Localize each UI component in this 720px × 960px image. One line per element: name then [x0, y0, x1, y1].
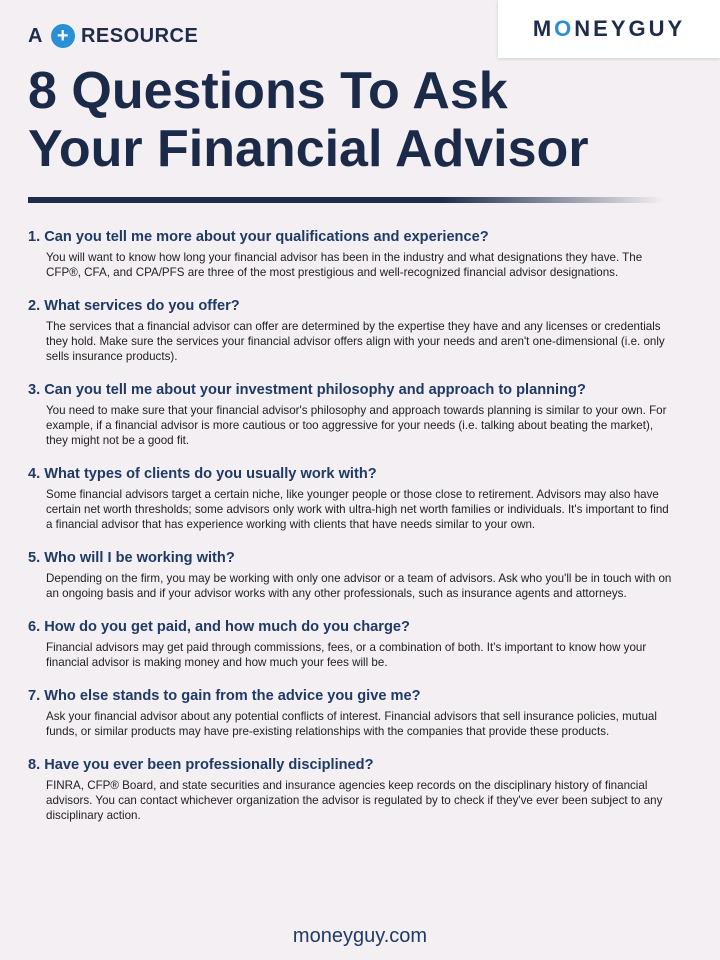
question-item — [28, 688, 678, 739]
question-body: Depending on the firm, you may be working with only one advisor or a team of advisors. Ask who you'll be in touch with on an ongoing basis and if your advisor works with any other professionals, such as insurance agents and attorneys. — [46, 572, 672, 600]
question-item — [28, 466, 678, 532]
title-line-1: 8 Questions To Ask — [28, 62, 508, 120]
question-heading: 6. How do you get paid, and how much do you charge? — [28, 619, 410, 635]
badge-prefix: A — [28, 24, 43, 47]
footer-url[interactable]: moneyguy.com — [292, 925, 428, 947]
title-line-2: Your Financial Advisor — [28, 120, 589, 178]
logo-box — [498, 0, 720, 58]
question-item — [28, 229, 678, 280]
title-divider — [28, 197, 664, 203]
question-body: Financial advisors may get paid through commissions, fees, or a combination of both. It's important to know how your financial advisor is making money and how much your fees will be. — [46, 641, 647, 669]
plus-icon: + — [51, 24, 75, 48]
question-body: Some financial advisors target a certain niche, like younger people or those close to retirement. Advisors may also have certain net worth thresholds; some advisors only work with ultra-high net worth families or individuals. It's important to find a financial advisor that has experience working with clients that have needs similar to your own. — [46, 488, 669, 531]
question-list — [28, 229, 678, 841]
page-title — [28, 62, 688, 178]
question-heading: 3. Can you tell me about your investment philosophy and approach to planning? — [28, 382, 586, 398]
question-item — [28, 298, 678, 364]
question-heading: 7. Who else stands to gain from the advice you give me? — [28, 688, 421, 704]
question-item — [28, 757, 678, 823]
moneyguy-logo: MONEYGUY — [532, 16, 686, 41]
question-heading: 4. What types of clients do you usually work with? — [28, 466, 377, 482]
question-heading: 5. Who will I be working with? — [28, 550, 235, 566]
question-item — [28, 550, 678, 601]
question-body: The services that a financial advisor can offer are determined by the expertise they have and any licenses or credentials they hold. Make sure the services your financial advisor offers align with your needs and aren't one-dimensional (i.e. only sells insurance products). — [46, 320, 665, 363]
question-body: You will want to know how long your financial advisor has been in the industry and what designations they have. The CFP®, CFA, and CPA/PFS are three of the most prestigious and well-recognized financial advisor designations. — [46, 251, 643, 279]
question-body: FINRA, CFP® Board, and state securities and insurance agencies keep records on the disciplinary history of financial advisors. You can contact whichever organization the advisor is regulated by to check if they've ever been subject to any disciplinary action. — [46, 779, 663, 822]
question-body: You need to make sure that your financial advisor's philosophy and approach towards planning is similar to your own. For example, if a financial advisor is more cautious or too aggressive for your needs (i.e. talking about beating the market), they might not be a good fit. — [46, 404, 667, 447]
question-heading: 1. Can you tell me more about your qualifications and experience? — [28, 229, 489, 245]
question-heading: 2. What services do you offer? — [28, 298, 240, 314]
question-item — [28, 382, 678, 448]
question-heading: 8. Have you ever been professionally disciplined? — [28, 757, 374, 773]
badge-label: RESOURCE — [80, 24, 199, 47]
question-item — [28, 619, 678, 670]
question-body: Ask your financial advisor about any potential conflicts of interest. Financial advisors that sell insurance policies, mutual funds, or similar products may have pre-existing relationships with the companies that provide these products. — [46, 710, 657, 738]
resource-badge — [28, 24, 198, 48]
